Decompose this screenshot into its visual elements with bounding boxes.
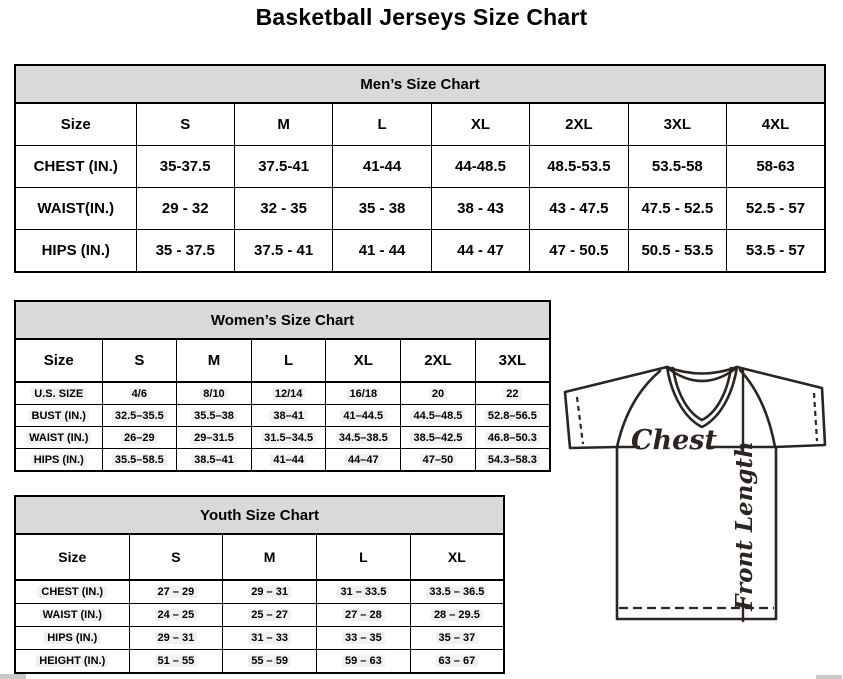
size-value-cell: 26–29 [102, 427, 177, 449]
table-row [15, 627, 504, 650]
size-value-cell: 38–41 [251, 405, 326, 427]
table-row [15, 650, 504, 674]
column-header: Size [15, 339, 102, 382]
scrollbar-fragment-right [816, 675, 842, 679]
size-value-cell: 31 – 33.5 [317, 580, 411, 604]
row-label: HIPS (IN.) [15, 627, 129, 650]
column-header: L [251, 339, 326, 382]
size-value-cell: 28 – 29.5 [410, 604, 504, 627]
row-label: WAIST (IN.) [15, 427, 102, 449]
section-title: Youth Size Chart [15, 496, 504, 534]
row-label: WAIST (IN.) [15, 604, 129, 627]
table-row [15, 230, 825, 273]
column-header: Size [15, 534, 129, 580]
size-value-cell: 53.5 - 57 [727, 230, 825, 273]
jersey-right-cuff-dashes [814, 393, 817, 441]
size-value-cell: 59 – 63 [317, 650, 411, 674]
size-value-cell: 24 – 25 [129, 604, 223, 627]
table-row [15, 604, 504, 627]
size-value-cell: 47–50 [401, 449, 476, 472]
size-value-cell: 34.5–38.5 [326, 427, 401, 449]
size-value-cell: 55 – 59 [223, 650, 317, 674]
size-value-cell: 41-44 [333, 146, 431, 188]
youth-size-table [14, 495, 505, 674]
table-row [15, 405, 550, 427]
column-header: S [136, 103, 234, 146]
row-label: WAIST(IN.) [15, 188, 136, 230]
size-value-cell: 22 [475, 382, 550, 405]
row-label: HIPS (IN.) [15, 230, 136, 273]
column-header: S [129, 534, 223, 580]
table-row [15, 427, 550, 449]
chest-label: Chest [631, 425, 717, 456]
column-header: 2XL [530, 103, 628, 146]
size-value-cell: 20 [401, 382, 476, 405]
womens-size-table [14, 300, 551, 472]
size-value-cell: 38.5–42.5 [401, 427, 476, 449]
scrollbar-fragment-left [0, 674, 26, 679]
jersey-right-sleeve [737, 367, 825, 447]
size-value-cell: 32.5–35.5 [102, 405, 177, 427]
column-header: XL [410, 534, 504, 580]
column-header: 2XL [401, 339, 476, 382]
jersey-vneck-outer [667, 367, 737, 427]
size-value-cell: 37.5-41 [234, 146, 332, 188]
size-value-cell: 29 – 31 [223, 580, 317, 604]
size-value-cell: 48.5-53.5 [530, 146, 628, 188]
size-value-cell: 44.5–48.5 [401, 405, 476, 427]
size-value-cell: 43 - 47.5 [530, 188, 628, 230]
size-value-cell: 44-48.5 [431, 146, 529, 188]
size-value-cell: 51 – 55 [129, 650, 223, 674]
size-value-cell: 58-63 [727, 146, 825, 188]
size-value-cell: 12/14 [251, 382, 326, 405]
size-value-cell: 44–47 [326, 449, 401, 472]
size-value-cell: 38 - 43 [431, 188, 529, 230]
size-value-cell: 44 - 47 [431, 230, 529, 273]
column-header: XL [431, 103, 529, 146]
front-length-label: Front Length [731, 441, 758, 611]
size-value-cell: 25 – 27 [223, 604, 317, 627]
row-label: CHEST (IN.) [15, 580, 129, 604]
size-value-cell: 27 – 29 [129, 580, 223, 604]
size-value-cell: 4/6 [102, 382, 177, 405]
column-header: M [223, 534, 317, 580]
size-value-cell: 46.8–50.3 [475, 427, 550, 449]
column-header: S [102, 339, 177, 382]
size-value-cell: 52.8–56.5 [475, 405, 550, 427]
size-value-cell: 50.5 - 53.5 [628, 230, 726, 273]
size-value-cell: 31.5–34.5 [251, 427, 326, 449]
column-header: L [333, 103, 431, 146]
size-value-cell: 53.5-58 [628, 146, 726, 188]
table-row [15, 188, 825, 230]
row-label: HEIGHT (IN.) [15, 650, 129, 674]
jersey-right-armhole [740, 370, 775, 447]
mens-size-table [14, 64, 826, 273]
row-label: HIPS (IN.) [15, 449, 102, 472]
size-value-cell: 29–31.5 [177, 427, 252, 449]
section-title: Women’s Size Chart [15, 301, 550, 339]
row-label: U.S. SIZE [15, 382, 102, 405]
row-label: CHEST (IN.) [15, 146, 136, 188]
size-value-cell: 32 - 35 [234, 188, 332, 230]
size-value-cell: 41 - 44 [333, 230, 431, 273]
size-value-cell: 33.5 – 36.5 [410, 580, 504, 604]
column-header: M [234, 103, 332, 146]
jersey-diagram [556, 356, 838, 634]
size-value-cell: 33 – 35 [317, 627, 411, 650]
table-row [15, 382, 550, 405]
column-header: Size [15, 103, 136, 146]
jersey-left-cuff-dashes [577, 397, 583, 444]
table-row [15, 580, 504, 604]
jersey-collar-back-1 [667, 367, 737, 374]
size-value-cell: 52.5 - 57 [727, 188, 825, 230]
column-header: 4XL [727, 103, 825, 146]
size-value-cell: 35 - 37.5 [136, 230, 234, 273]
size-value-cell: 35 - 38 [333, 188, 431, 230]
size-value-cell: 35 – 37 [410, 627, 504, 650]
size-value-cell: 41–44 [251, 449, 326, 472]
size-value-cell: 35.5–58.5 [102, 449, 177, 472]
table-row [15, 449, 550, 472]
size-value-cell: 31 – 33 [223, 627, 317, 650]
size-value-cell: 54.3–58.3 [475, 449, 550, 472]
size-value-cell: 47.5 - 52.5 [628, 188, 726, 230]
table-row [15, 146, 825, 188]
size-value-cell: 41–44.5 [326, 405, 401, 427]
size-value-cell: 38.5–41 [177, 449, 252, 472]
size-value-cell: 27 – 28 [317, 604, 411, 627]
size-value-cell: 16/18 [326, 382, 401, 405]
size-value-cell: 47 - 50.5 [530, 230, 628, 273]
column-header: XL [326, 339, 401, 382]
size-value-cell: 35.5–38 [177, 405, 252, 427]
size-value-cell: 29 - 32 [136, 188, 234, 230]
section-title: Men’s Size Chart [15, 65, 825, 103]
column-header: 3XL [475, 339, 550, 382]
size-value-cell: 29 – 31 [129, 627, 223, 650]
row-label: BUST (IN.) [15, 405, 102, 427]
size-value-cell: 8/10 [177, 382, 252, 405]
column-header: 3XL [628, 103, 726, 146]
size-value-cell: 35-37.5 [136, 146, 234, 188]
size-value-cell: 63 – 67 [410, 650, 504, 674]
page-title: Basketball Jerseys Size Chart [255, 4, 588, 30]
column-header: L [317, 534, 411, 580]
column-header: M [177, 339, 252, 382]
size-value-cell: 37.5 - 41 [234, 230, 332, 273]
